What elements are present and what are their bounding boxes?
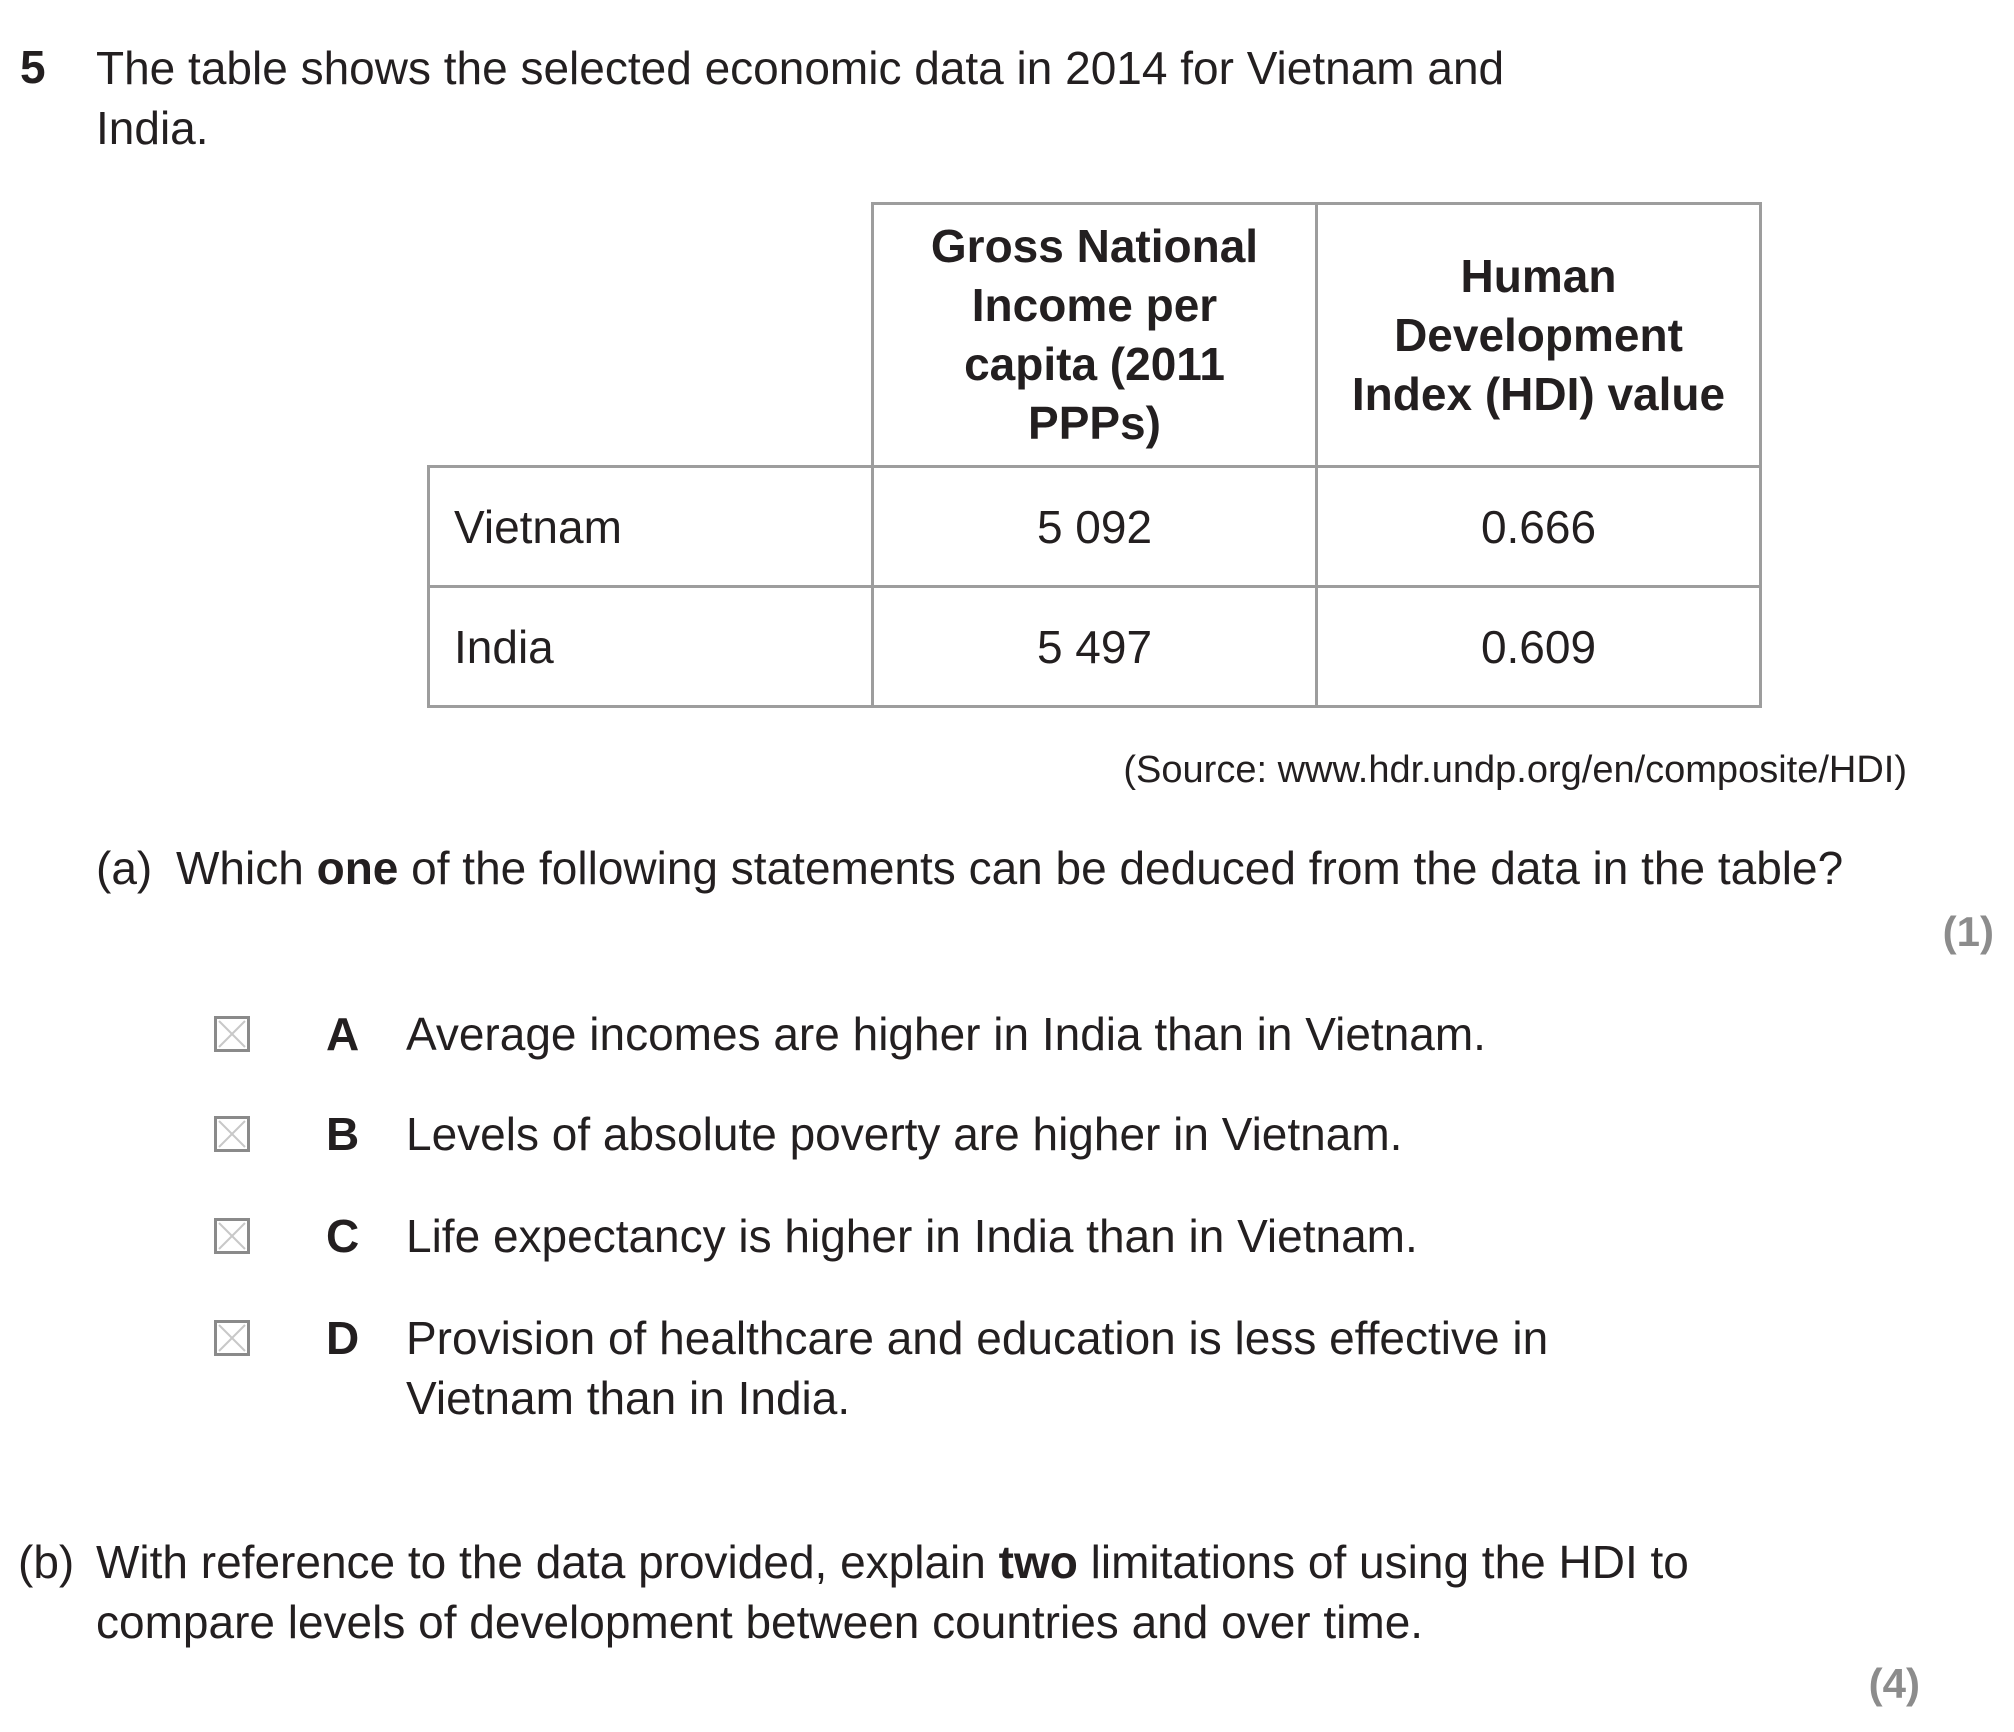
table-header-row	[429, 204, 1761, 467]
row-hdi: 0.609	[1317, 587, 1761, 707]
crossed-checkbox-icon[interactable]	[214, 1320, 250, 1356]
part-a-label: (a)	[96, 842, 153, 894]
option-text: Average incomes are higher in India than in Vietnam.	[406, 1008, 1486, 1060]
option-text: Life expectancy is higher in India than in Vietnam.	[406, 1210, 1418, 1262]
crossed-checkbox-icon[interactable]	[214, 1016, 250, 1052]
crossed-checkbox-icon[interactable]	[214, 1218, 250, 1254]
economic-data-table	[427, 202, 1762, 708]
part-b-suffix: limitations of using the HDI to compare levels of development between countries and over time.	[96, 1536, 1689, 1648]
row-gni: 5 497	[873, 587, 1317, 707]
table-row	[429, 587, 1761, 707]
header-hdi-text: Human Development Index (HDI) value	[1351, 249, 1726, 420]
row-gni: 5 092	[873, 467, 1317, 587]
question-intro: The table shows the selected economic data in 2014 for Vietnam and India.	[96, 42, 1505, 154]
row-country: Vietnam	[429, 467, 873, 587]
part-b-label: (b)	[18, 1536, 75, 1588]
option-text: Levels of absolute poverty are higher in Vietnam.	[406, 1108, 1403, 1160]
option-letter: A	[326, 1008, 360, 1060]
part-a-suffix: of the following statements can be deduced from the data in the table?	[398, 842, 1844, 894]
part-b-prefix: With reference to the data provided, explain	[96, 1536, 999, 1588]
option-letter: C	[326, 1210, 360, 1262]
row-country: India	[429, 587, 873, 707]
option-letter: B	[326, 1108, 360, 1160]
part-b-marks: (4)	[1868, 1660, 1920, 1707]
crossed-checkbox-icon[interactable]	[214, 1116, 250, 1152]
option-d	[214, 1308, 1914, 1448]
table-corner-cell	[429, 204, 873, 467]
table-source: (Source: www.hdr.undp.org/en/composite/HDI)	[1123, 749, 1907, 791]
header-gni-text: Gross National Income per capita (2011 PPPs)	[930, 220, 1259, 449]
part-a-marks: (1)	[1942, 908, 1994, 955]
header-hdi	[1317, 204, 1761, 467]
table-row	[429, 467, 1761, 587]
part-a-question	[176, 838, 1843, 898]
part-b-question	[96, 1532, 1816, 1652]
question-number: 5	[20, 41, 46, 93]
part-b-emphasis: two	[998, 1536, 1078, 1588]
option-letter: D	[326, 1312, 360, 1364]
part-a-prefix: Which	[176, 842, 317, 894]
row-hdi: 0.666	[1317, 467, 1761, 587]
header-gni	[873, 204, 1317, 467]
part-a-emphasis: one	[316, 842, 399, 894]
option-text: Provision of healthcare and education is less effective in Vietnam than in India.	[406, 1312, 1549, 1424]
